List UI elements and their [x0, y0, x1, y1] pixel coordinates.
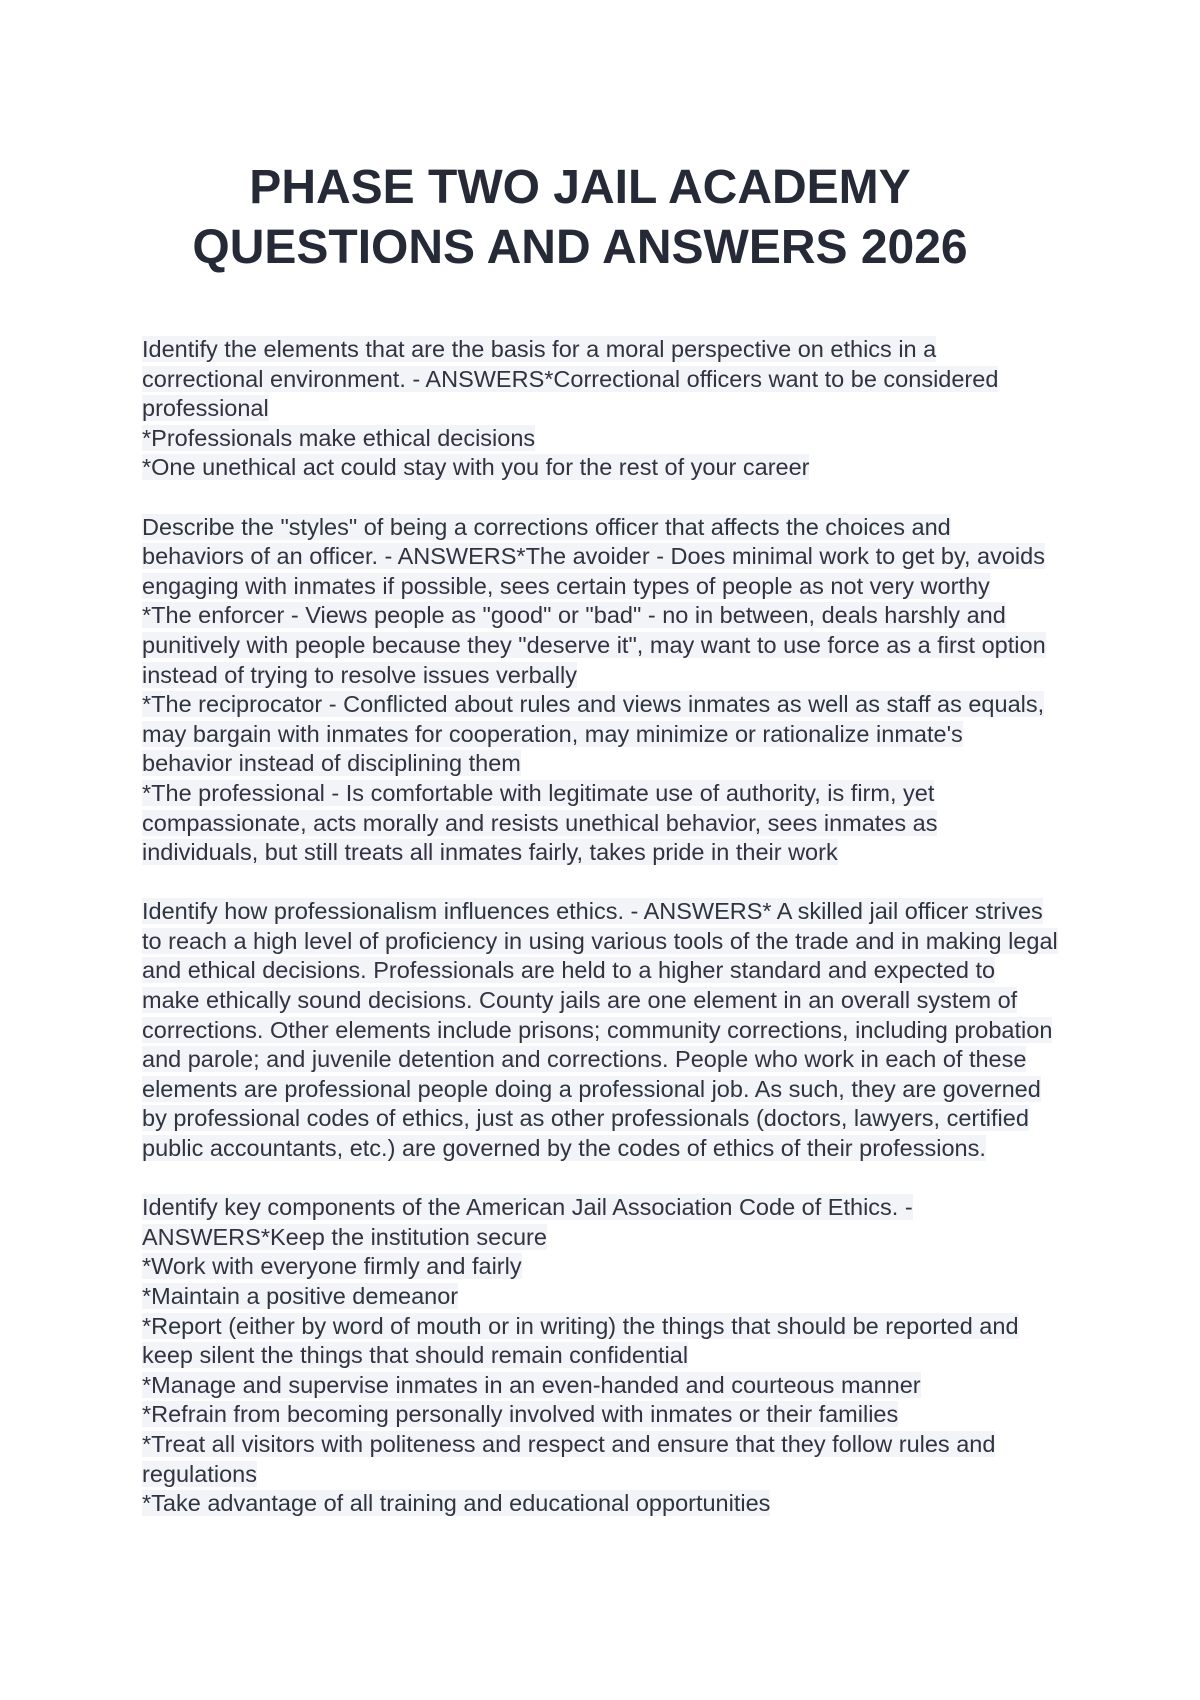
qa-line-text: may bargain with inmates for cooperation, may minimize or rationalize inmate's [142, 720, 963, 747]
qa-line [142, 1134, 1082, 1164]
qa-line-text: correctional environment. - ANSWERS*Correctional officers want to be considered [142, 365, 999, 392]
qa-line-text: regulations [142, 1460, 257, 1487]
qa-line-text: *Professionals make ethical decisions [142, 424, 536, 451]
qa-line [142, 956, 1082, 986]
qa-line [142, 1341, 1082, 1371]
qa-line [142, 720, 1082, 750]
qa-line-text: and parole; and juvenile detention and corrections. People who work in each of these [142, 1046, 1027, 1073]
qa-line [142, 631, 1082, 661]
qa-line [142, 1460, 1082, 1490]
qa-line [142, 779, 1082, 809]
qa-line [142, 1016, 1082, 1046]
qa-line [142, 809, 1082, 839]
qa-line-text: and ethical decisions. Professionals are held to a higher standard and expected to [142, 957, 996, 984]
qa-line [142, 601, 1082, 631]
qa-line [142, 661, 1082, 691]
qa-line-text: by professional codes of ethics, just as other professionals (doctors, lawyers, certified [142, 1105, 1029, 1132]
qa-line [142, 1075, 1082, 1105]
qa-line-text: *Maintain a positive demeanor [142, 1283, 459, 1309]
qa-line-text: engaging with inmates if possible, sees certain types of people as not very worthy [142, 572, 990, 599]
qa-line-text: ANSWERS*Keep the institution secure [142, 1223, 547, 1250]
qa-line [142, 424, 1082, 454]
title-line-2: QUESTIONS AND ANSWERS 2026 [192, 221, 968, 274]
qa-line [142, 897, 1082, 927]
qa-line-text: corrections. Other elements include prisons; community corrections, including probation [142, 1016, 1053, 1043]
qa-line-text: Identify how professionalism influences ethics. - ANSWERS* A skilled jail officer strives [142, 898, 1043, 925]
qa-line [142, 572, 1082, 602]
qa-line-text: *One unethical act could stay with you for the rest of your career [142, 454, 810, 481]
qa-line [142, 1312, 1082, 1342]
qa-line-text: *The professional - Is comfortable with legitimate use of authority, is firm, yet [142, 779, 935, 806]
qa-line-text: *Report (either by word of mouth or in writing) the things that should be reported and [142, 1312, 1019, 1339]
qa-line [142, 1400, 1082, 1430]
qa-line [142, 1430, 1082, 1460]
qa-line-text: Identify key components of the American Jail Association Code of Ethics. - [142, 1194, 913, 1221]
qa-line [142, 513, 1082, 543]
qa-line-text: make ethically sound decisions. County jails are one element in an overall system of [142, 987, 1018, 1014]
page-title [0, 158, 1160, 278]
qa-line [142, 1252, 1082, 1282]
qa-line [142, 1045, 1082, 1075]
qa-line-text: to reach a high level of proficiency in using various tools of the trade and in making legal [142, 927, 1058, 954]
qa-line-text: *Treat all visitors with politeness and respect and ensure that they follow rules and [142, 1430, 996, 1457]
qa-line-text: public accountants, etc.) are governed by the codes of ethics of their professions. [142, 1135, 986, 1162]
qa-line-text: punitively with people because they "deserve it", may want to use force as a first option [142, 631, 1046, 658]
qa-line-text: behaviors of an officer. - ANSWERS*The avoider - Does minimal work to get by, avoids [142, 543, 1045, 570]
qa-entry [142, 513, 1082, 868]
qa-line-text: *Take advantage of all training and educational opportunities [142, 1490, 771, 1517]
qa-line [142, 1193, 1082, 1223]
qa-line-text: *Refrain from becoming personally involved with inmates or their families [142, 1401, 899, 1428]
qa-line [142, 1371, 1082, 1401]
qa-entry [142, 897, 1082, 1163]
qa-line-text: Identify the elements that are the basis for a moral perspective on ethics in a [142, 336, 937, 362]
qa-line [142, 1489, 1082, 1519]
qa-line-text: instead of trying to resolve issues verbally [142, 661, 577, 688]
qa-line-text: compassionate, acts morally and resists unethical behavior, sees inmates as [142, 809, 938, 836]
qa-line-text: elements are professional people doing a professional job. As such, they are governed [142, 1075, 1041, 1102]
qa-line [142, 927, 1082, 957]
qa-line-text: behavior instead of disciplining them [142, 750, 521, 777]
qa-line [142, 335, 1082, 365]
qa-line [142, 453, 1082, 483]
title-line-1: PHASE TWO JAIL ACADEMY [249, 161, 911, 214]
qa-line [142, 690, 1082, 720]
qa-line-text: professional [142, 395, 269, 422]
qa-line-text: Describe the "styles" of being a corrections officer that affects the choices and [142, 513, 951, 540]
qa-line-text: *The reciprocator - Conflicted about rules and views inmates as well as staff as equals, [142, 691, 1045, 718]
qa-line [142, 394, 1082, 424]
qa-line-text: *Work with everyone firmly and fairly [142, 1253, 522, 1280]
qa-line [142, 1223, 1082, 1253]
qa-line [142, 365, 1082, 395]
qa-line-text: individuals, but still treats all inmates fairly, takes pride in their work [142, 839, 838, 866]
qa-line [142, 838, 1082, 868]
qa-line [142, 1104, 1082, 1134]
qa-entry [142, 335, 1082, 483]
qa-entry [142, 1193, 1082, 1519]
qa-line-text: *Manage and supervise inmates in an even-handed and courteous manner [142, 1371, 921, 1398]
qa-line [142, 749, 1082, 779]
qa-content [142, 335, 1082, 1548]
qa-line [142, 1282, 1082, 1312]
qa-line-text: keep silent the things that should remain confidential [142, 1342, 689, 1369]
qa-line-text: *The enforcer - Views people as "good" or "bad" - no in between, deals harshly and [142, 602, 1006, 629]
qa-line [142, 986, 1082, 1016]
qa-line [142, 542, 1082, 572]
